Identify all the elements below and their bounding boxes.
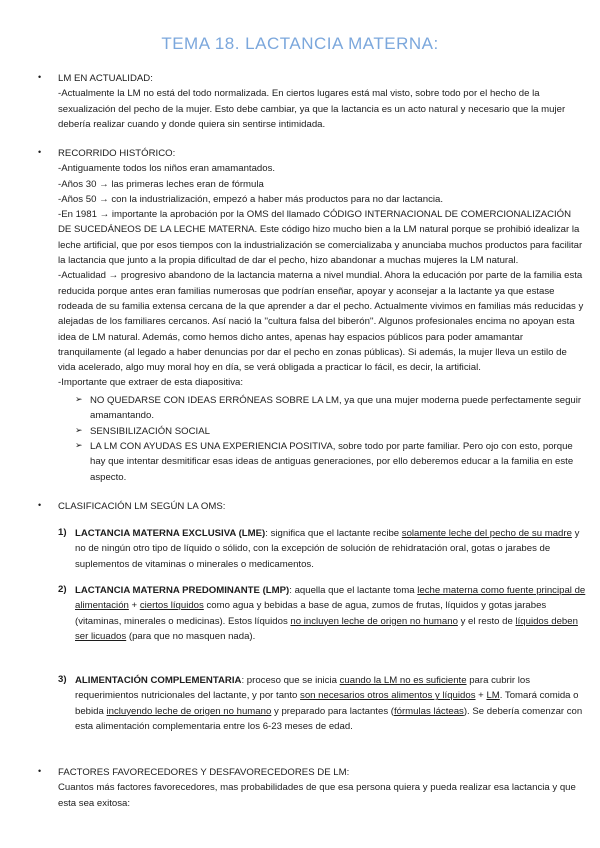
history-line: -Años 50 → con la industrialización, empezó a haber más productos para no dar lactancia. — [58, 193, 444, 205]
classification-item-lme — [75, 526, 589, 572]
section-heading: RECORRIDO HISTÓRICO: — [58, 148, 176, 159]
item-highlight: leche materna como fuente principal de alimentación — [75, 585, 586, 612]
item-text: como agua y bebidas a base de agua, zumos de frutas, líquidos y gotas jarabes (vitaminas, minerales o medicinas). Estos líquidos — [75, 600, 547, 627]
item-highlight: ciertos líquidos — [139, 600, 204, 612]
section-heading: FACTORES FAVORECEDORES Y DESFAVORECEDORES DE LM: — [58, 767, 350, 778]
arrow-bullet-icon: ➢ — [75, 394, 83, 404]
section-heading: LM EN ACTUALIDAD: — [58, 73, 153, 84]
item-text: + — [128, 600, 140, 612]
item-text: : proceso que se inicia — [241, 675, 340, 686]
bullet-icon: • — [38, 147, 42, 157]
item-number: 3) — [58, 674, 67, 685]
bullet-icon: • — [38, 766, 42, 776]
item-highlight: solamente leche del pecho de su madre — [401, 528, 572, 539]
item-text: ). Se debería comenzar con esta alimentación complementaria entre los 6-23 meses de edad. — [75, 705, 583, 732]
section-heading: CLASIFICACIÓN LM SEGÚN LA OMS: — [58, 501, 226, 512]
item-highlight: líquidos deben ser licuados — [75, 615, 578, 642]
key-point: SENSIBILIZACIÓN SOCIAL — [90, 426, 210, 437]
item-text: y preparado para lactantes ( — [271, 705, 394, 717]
history-line: -Antiguamente todos los niños eran amamantados. — [58, 163, 276, 175]
item-highlight: incluyendo leche de origen no humano — [106, 705, 272, 717]
item-term: LACTANCIA MATERNA EXCLUSIVA (LME) — [75, 528, 266, 539]
item-text: y el resto de — [457, 615, 516, 627]
bullet-icon: • — [38, 500, 42, 510]
key-point: LA LM CON AYUDAS ES UNA EXPERIENCIA POSITIVA, sobre todo por parte familiar. Pero ojo con esto, porque hay que intentar desmitificar esas ideas de antiguas generaciones, por ello deberemos educar a la familia en este aspecto. — [90, 441, 574, 483]
item-number: 1) — [58, 527, 67, 538]
arrow-bullet-icon: ➢ — [75, 440, 83, 450]
history-line: -Actualidad → progresivo abandono de la lactancia materna a nivel mundial. Ahora la educación por parte de la familia esta reducida porque antes eran familias numerosas que podrían enseñar, apoyar y aconsejar a la lactante ya que estase rodeada de su familia extensa cercana de la que aprender a dar el pecho. Actualmente vivimos en familias más reducidas y alejadas de los familiares cercanos. Así nació la ''cultura falsa del biberón''. Algunos profesionales encima no apoyan esta idea de LM natural. Además, como hemos dicho antes, apenas hay espacios públicos para poder amamantar tranquilamente (al legado a haber denuncias por dar el pecho en zonas públicas). Si además, la mujer lleva un estilo de vida acelerado, algo muy moral hoy en día, se verá obligada a practicar lo fácil, es decir, la artificial. — [58, 270, 584, 374]
item-text: . Tomará comida o bebida — [75, 690, 579, 717]
item-text: : aquella que el lactante toma — [289, 585, 418, 596]
item-text: (para que no masquen nada). — [126, 630, 256, 642]
history-line: -Años 30 → las primeras leches eran de fórmula — [58, 178, 264, 190]
history-line: -En 1981 → importante la aprobación por la OMS del llamado CÓDIGO INTERNACIONAL DE COMERCIONALIZACIÓN DE SUCEDÁNEOS DE LA LECHE MATERNA. Este código hizo mucho bien a la LM natural porque se prohibió idealizar la leche artificial, que por esos tiempos con la industrialización se comercializaba y anunciaba muchos productos para facilitar la lactancia que junto a la propia dificultad de dar el pecho, hizo abandonar a muchas mujeres la LM natural. — [58, 209, 583, 267]
bullet-icon: • — [38, 72, 42, 82]
item-highlight: fórmulas lácteas — [393, 705, 464, 717]
item-text: para cubrir los requerimientos nutricionales del lactante, y por tanto — [75, 675, 530, 702]
history-line: -Importante que extraer de esta diapositiva: — [58, 377, 244, 389]
section-text: -Actualmente la LM no está del todo normalizada. En ciertos lugares está mal visto, sobre todo por el hecho de la sexualización del pecho de la mujer. Esto debe cambiar, ya que la lactancia es un acto natural y necesario que la mujer debería realizar cuando y donde quiera sin sentirse intimidada. — [58, 88, 566, 130]
section-actualidad — [58, 71, 586, 132]
item-highlight: son necesarios otros alimentos y líquidos — [300, 690, 476, 702]
classification-item-lmp — [75, 583, 589, 644]
section-factores — [58, 765, 586, 811]
item-highlight: no incluyen leche de origen no humano — [290, 615, 458, 627]
item-highlight: cuando la LM no es suficiente — [339, 675, 467, 686]
section-text: Cuantos más factores favorecedores, mas probabilidades de que esa persona quiera y pueda realizar esa lactancia y que esta sea exitosa: — [58, 782, 576, 809]
item-text: y no de ningún otro tipo de líquido o sólido, con la excepción de solución de rehidratación oral, gotas o jarabes de suplementos de vitaminas o minerales o medicamentos. — [75, 528, 580, 570]
page-title: TEMA 18. LACTANCIA MATERNA: — [161, 34, 439, 53]
key-point: NO QUEDARSE CON IDEAS ERRÓNEAS SOBRE LA LM, ya que una mujer moderna puede perfectamente seguir amamantando. — [90, 395, 582, 422]
section-recorrido — [58, 146, 586, 391]
classification-item-complementaria — [75, 673, 589, 734]
item-text: + — [475, 690, 487, 702]
item-term: LACTANCIA MATERNA PREDOMINANTE (LMP) — [75, 585, 290, 596]
arrow-bullet-icon: ➢ — [75, 425, 83, 435]
item-text: : significa que el lactante recibe — [265, 528, 402, 539]
item-number: 2) — [58, 584, 67, 595]
item-highlight: LM — [486, 690, 500, 702]
item-term: ALIMENTACIÓN COMPLEMENTARIA — [75, 675, 242, 686]
